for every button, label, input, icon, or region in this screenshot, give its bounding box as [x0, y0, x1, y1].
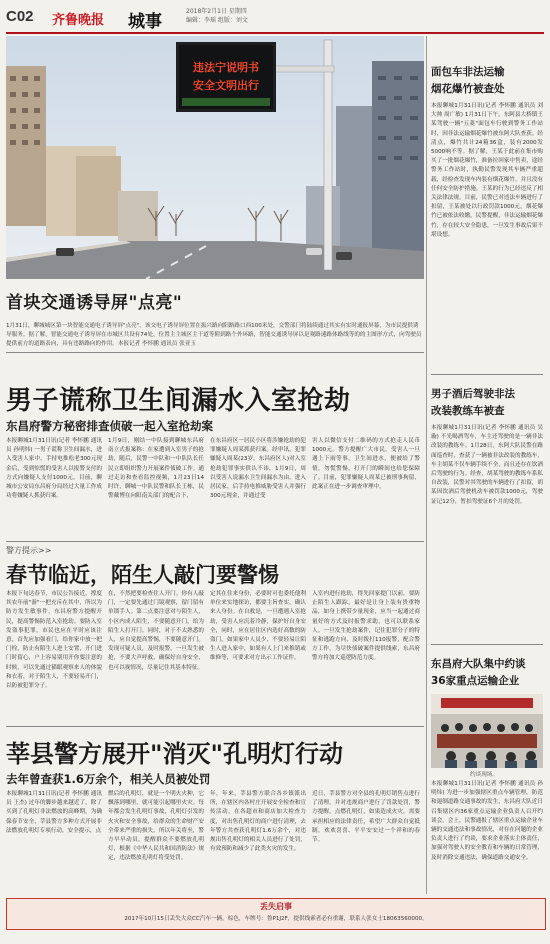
story3-col1: 本报聊城1月31日讯(记者 李怀鹏 通讯员 王杰) 过年的脚步越来越近了，除了买到了孔明灯非法燃放的高峰期，为确保春节安全，莘县警方多种方式开展非法燃放孔明灯专项行动，安全提示，点 [6, 791, 102, 834]
story3-headline: 莘县警方展开"消灭"孔明灯行动 [6, 740, 344, 768]
sign-line-1: 违法宁说明书 [193, 61, 259, 74]
story2-col4: 入室内进行抢劫，得先回家提门以前，要防止陌生人跟踪，最好是让身上装有贵重物品，如身上携带少量现金，应当一起通过商量好的方式及时报警求助，也可以联系家人。一旦发生抢劫案件，记住犯罪分子的特征和逃跑方向，及时拨打110报警，配合警方工作，为尽快侦破案件提供线索，东昌府警方将加大巡逻防范力度。 [312, 591, 420, 662]
story1-col3: 在东昌府区一居民小区将涉嫌抢劫的犯罪嫌疑人周某抓获归案。经审讯，犯罪嫌疑人周某(23岁，东昌府区人)对入室抢劫犯罪事实供认不讳，1月9日，周以受害人说漏水卫生间漏水为由，进入居民家，后手持电推威胁受害人并强行300元现金，并通过受 [210, 438, 306, 500]
meeting-photo [431, 694, 543, 768]
right3-headline-line2: 36家重点运输企业 [431, 675, 520, 687]
right2-body: 本报聊城1月31日讯(记者 李怀鹏 通讯员 吴璇) 不光喝酒驾车，车主还驾驶的是一辆非法改装的教练车。1月28日，东阿大队民警在路面巡查时，查获了一辆被非法改装的教练车，车主胡某不仅车辆手续不全，而且还存在饮酒后驾驶的行为。经查，胡某驾驶的教练车系私自改装，民警对其驾驶的车辆进行了扣留，胡某因饮酒后驾驶机动车被罚款1000元，驾驶证记12分，暂扣驾驶证6个月的处罚。 [431, 425, 543, 505]
masthead [6, 4, 544, 34]
issue-editors: 编辑：李瑶 组版：刘文 [186, 17, 248, 24]
lost-notice [6, 898, 546, 930]
divider [431, 644, 543, 645]
meeting-photo-caption: 约谈现场。 [470, 772, 498, 778]
story2-headline: 春节临近，陌生人敲门要警惕 [6, 563, 279, 587]
right2-headline-line1: 男子酒后驾驶非法 [431, 388, 515, 400]
right1-headline-line2: 烟花爆竹被查处 [431, 83, 505, 95]
right1-headline-line1: 面包车非法运输 [431, 66, 505, 78]
story3-col4: 近日，莘县警方对全县的孔明灯销售点进行了清理，并对违规商户进行了罚款处罚，警方提醒，点燃孔明灯，如果造成火灾，需要承担相应的法律责任，希望广大群众自觉抵制，欢欢喜喜、平平安安过一个祥和的春节。 [312, 791, 420, 844]
page-number: C02 [6, 8, 34, 25]
story1-col2: 1月9日，刚结一中队接到聊城东昌府南立式报案称：在家遭到入室男子的抢劫，随后，民警一中队和一中队队长任民立即组织警力开展案件侦破工作。通过走访和查看监控视频，1月23日14时许，聊城一中队民警和队长王栋，民警戴博在向阳南关部门的配合下， [108, 438, 204, 500]
right1-headline [431, 64, 543, 98]
divider [6, 726, 424, 727]
right3-headline-line1: 东昌府大队集中约谈 [431, 658, 526, 670]
meeting-room-image [431, 694, 543, 768]
section-title: 城事 [128, 12, 162, 32]
divider [431, 374, 543, 375]
story2-col1: 本报下旬达春节，市民公告接近，撑度其农年前"游"一把充斥在其中，所以为防方发生敏事件，东昌府警方提醒开民，提高警惕防范入室抢劫。要防入室发盗事犯罪，市民也应在平时应该注意，首先应加强看门，给你家中放一把门栓，防止有陌生人进上安置，开门进门时留心，户上容易别用开你要注意的时候，可以先通过猫眼观察来人的体貌和衣着，对于陌生人，不要轻易开门，以防被犯罪分子。 [6, 591, 102, 690]
story1-subhead: 东昌府警方秘密排查侦破一起入室抢劫案 [6, 419, 213, 433]
story1-headline: 男子谎称卫生间漏水入室抢劫 [6, 386, 351, 416]
right3-body: 本报聊城1月31日讯(记者 李怀鹏 通讯员 孙明炜) 为进一步加强辖区重点车辆管理，防范和遏制道路交通事故的发生，东昌府大队近日召集辖区内36家重点运输企业负责人召开约谈会。会上，民警通报了辖区重点运输企业车辆的交通违法和事故情况，对存在问题的企业负责人进行了约谈，要求企业落实主体责任，加强对驾驶人的安全教育和车辆的日常管理，及时消除交通违法，确保道路交通安全。 [431, 781, 543, 861]
story2-col3: 定其在住来身份，必要时可也委托他利单位来实地探访，都要主旨查实，确认来人身份。在自救是，一旦遭遇入室抢劫，受害人应沉着冷静，保护好自身安全，同时，应在居住区内选好高数的防盗门，如果家中人员少，不要轻易让陌生人进入家中，如果有人上门来推销或维修等，可要求对方出示工作证件。 [210, 591, 306, 662]
lead-caption: 1月31日，聊城城区第一块智能交通电子诱导屏"点亮"，该交电子诱导屏位置在振兴路向阳路路口西100米处，交警部门将陆续通过其实有实时通报屏幕，为市民提供诱导服务。据了解，智能交通电子诱导屏在市城区共设有74处，位置主主城区主干道等附到路个外环路，智能交通诱导屏以是观路速路体路线等的的主图形方式，向驾驶员提供前方的道路表向，具有违路路向的作用。本报记者 李怀鹏 通讯员 张亚玉 [6, 323, 422, 347]
lead-photo [6, 36, 424, 279]
street-scene-image [6, 36, 424, 279]
story3-col3: 年，年来。莘县警方联合各乡镇派出所，在辖区内各村庄开展安全检查和宣传活动，在各超市和商店加大检查力度，对出售孔明灯的商户进行清理，去年警方共查获孔明灯1.6万余个，对违规出售孔明灯的相关人员进行了处罚，有效预防和减少了此类火灾的发生。 [210, 791, 306, 853]
paper-name: 齐鲁晚报 [52, 13, 105, 28]
lost-notice-title: 丢失启事 [260, 902, 292, 911]
police-tips-tag: 警方提示>> [6, 546, 52, 555]
divider [6, 541, 424, 542]
story1-col4: 害人以微信支付二维码的方式抢走人民币1000元。警方提醒广大市民，受害人一旦遇上下雨等事，卫生间进水，便被给了警情，勿慌警惕，打开门的瞬间也给您保障了。目前，犯罪嫌疑人周某已被刑事拘留，此案正在进一步调查审理中。 [312, 438, 420, 491]
story3-subhead: 去年曾查获1.6万余个，相关人员被处罚 [6, 772, 211, 786]
lead-headline: 首块交通诱导屏"点亮" [6, 293, 183, 313]
right2-headline-line2: 改装教练车被查 [431, 405, 505, 417]
story2-col2: 在，不然把要检查住人开门。你有人敲门，一定要先通过门镜观察，留门留有单锁手人。第二点要注意对与陌生人，小区内成人陌生，不要随意开门，给为陌生人打开门。同时，对于不太熟悉的人，应自觉提高警惕，不要随意开门。发现可疑人员，及时报警，一旦发生被抢，不要大声呼救，确保好自身安全，也可以视情况，尽量记住其基本特征。 [108, 591, 204, 671]
sign-line-2: 安全文明出行 [193, 79, 259, 92]
issue-meta [186, 7, 248, 25]
divider [6, 352, 424, 353]
lost-notice-body: 2017年10月15日丢失大众CC汽车一辆，棕色，车牌号：鲁P1J2F，提供线索者必有重谢，联系人张女士18063560000。 [124, 916, 428, 922]
column-divider [426, 36, 427, 894]
story1-col1: 本报聊城1月31日讯(记者 李怀鹏 通讯员 孙明炜) 一男子谎称卫生间漏水，进入受害人家中，手持电推松老300元现金后，受到惊慌的受害人以报警支付的方式向嫌疑人支付1000元。目前，聊城市公安局东昌府分局经过大量工作成功将嫌疑人抓获归案。 [6, 438, 102, 500]
right1-body: 本报聊城1月31日讯(记者 李怀鹏 通讯员 刘大帅 周广敏) 1月31日下午，东阿县大桥镇王某驾驶一辆"五菱"面包车行驶到警务工作站时，因非法运输烟花爆竹被东阿大队查获。经清点，爆竹共计24箱36盒，装有2000发5000响不等。据了解，王某于此前在集市购买了一批烟花爆竹，准备拉回家中售卖，途经警务工作站时，执勤民警发现其车辆严重超载，经检查发现车内装有烟花爆竹，并且没有任何安全防护措施。王某的行为已经违反了相关法律法规，目前，民警已对违法车辆进行了扣留，王某被处以行政罚款1000元，烟花爆竹已被依法收缴。民警提醒，非法运输烟花爆竹，存在较大安全隐患，一旦发生事故后果不堪设想。 [431, 103, 543, 238]
story3-col2: 燃后的孔明灯，就是一个明火火种，它飘落到哪里，就可能引起哪里火灾。每年都会发生孔明灯事故，孔明灯引发的火灾和安全事故，给群众的生命财产安全带来严重的损失。所以年关将至，警方早早动员，提醒群众不要燃放孔明灯，根据《中华人民共和国消防法》规定，违法燃放孔明灯将受处罚。 [108, 791, 204, 862]
right3-headline [431, 656, 543, 690]
issue-date: 2018年2月1日 星期四 [186, 8, 247, 15]
right2-headline [431, 386, 543, 420]
